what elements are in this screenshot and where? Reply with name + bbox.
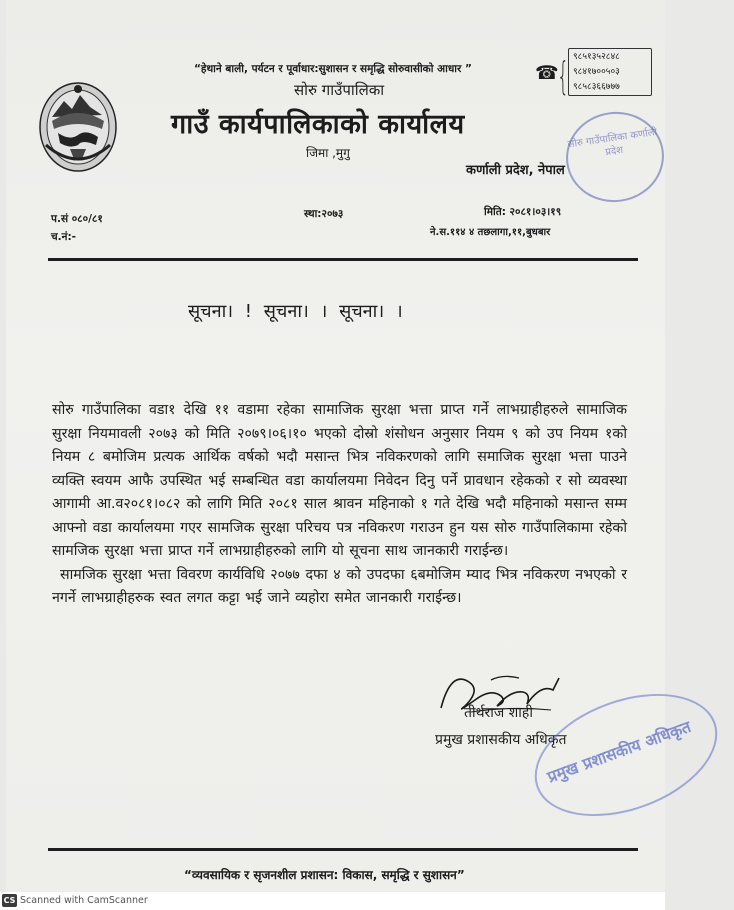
stamp-text: सोरु गाउँपालिका कर्णाली प्रदेश bbox=[567, 126, 658, 159]
signatory-name: तीर्थराज शाही bbox=[464, 705, 533, 721]
bracket-decoration: { bbox=[557, 54, 570, 98]
office-title: गाउँ कार्यपालिकाको कार्यालय bbox=[171, 109, 465, 140]
signatory-title: प्रमुख प्रशासकीय अधिकृत bbox=[435, 732, 567, 748]
date-nepal-sambat: ने.स.११४ ४ तछलागा,११,बुधबार bbox=[430, 227, 551, 238]
office-stamp-top bbox=[560, 106, 670, 209]
phone-number: ९८५१३५२८४८ bbox=[573, 52, 620, 62]
dispatch-number: च.नं:- bbox=[51, 231, 77, 243]
nepal-emblem-icon bbox=[36, 75, 120, 175]
date-bs: मिति: २०८१।०३।१९ bbox=[484, 206, 562, 218]
notice-paragraph-2: सामजिक सुरक्षा भत्ता विवरण कार्यविधि २०७७ दफा ४ को उपदफा ६बमोजिम म्याद भित्र नविकरण नभएको र नगर्ने लाभग्राहीहरुक स्वत लगत कट्टा भई जाने व्यहोरा समेत जानकारी गराईन्छ। bbox=[52, 566, 627, 606]
camscanner-logo-icon: CS bbox=[3, 896, 16, 905]
province-label: कर्णाली प्रदेश, नेपाल bbox=[466, 163, 565, 178]
stamp-text: प्रमुख प्रशासकीय अधिकृत bbox=[544, 716, 694, 787]
scanner-watermark: Scanned with CamScanner bbox=[20, 895, 148, 906]
municipality-name: सोरु गाउँपालिका bbox=[294, 81, 385, 99]
established-year: स्था:२०७३ bbox=[304, 208, 344, 220]
header-divider bbox=[48, 258, 638, 261]
phone-number: ९८४१७००५०३ bbox=[573, 67, 620, 77]
bottom-slogan: “व्यवसायिक र सृजनशील प्रशासन: विकास, समृद्धि र सुशासन” bbox=[184, 868, 465, 882]
notice-heading: सूचना। ! सूचना। । सूचना। । bbox=[188, 301, 403, 322]
reference-number: प.सं ०८०/८१ bbox=[51, 213, 103, 225]
notice-body bbox=[52, 399, 627, 611]
telephone-icon: ☎ bbox=[535, 62, 559, 84]
letter-page bbox=[6, 0, 694, 892]
top-slogan: “हेथाने बाली, पर्यटन र पूर्वाधार:सुशासन र समृद्धि सोरुवासीको आधार ” bbox=[194, 63, 472, 75]
footer-divider bbox=[48, 848, 638, 851]
phone-number: ९८५८३६६७७७ bbox=[573, 82, 620, 92]
office-location: जिमा ,मुगु bbox=[306, 146, 350, 160]
phone-number-box bbox=[568, 48, 652, 96]
notice-paragraph-1: सोरु गाउँपालिका वडा१ देखि ११ वडामा रहेका सामाजिक सुरक्षा भत्ता प्राप्त गर्ने लाभग्राहीहरुले सामाजिक सुरक्षा नियमावली २०७३ को मिति २०७९।०६।१० भएको दोस्रो शंसोधन अनुसार नियम ९ को उप नियम १को नियम ८ बमोजिम प्रत्यक आर्थिक वर्षको भदौ मसान्त भित्र नविकरणको लागि समाजिक सुरक्षा भत्ता पाउने व्यक्ति स्वयम आफै उपस्थित भई सम्बन्धित वडा कार्यालयमा निवेदन दिनु पर्ने प्रावधान रहेकको र सो व्यवस्था आगामी आ.व२०८१।०८२ को लागि मिति २०८१ साल श्रावन महिनाको १ गते देखि भदौ महिनाको मसान्त सम्म आफ्नो वडा कार्यालयमा गएर सामजिक सुरक्षा परिचय पत्र नविकरण गराउन हुन यस सोरु गाउँपालिकामा रहेको सामजिक सुरक्षा भत्ता प्राप्त गर्ने लाभग्राहीहरुको लागि यो सूचना साथ जानकारी गराईन्छ। bbox=[52, 402, 627, 559]
